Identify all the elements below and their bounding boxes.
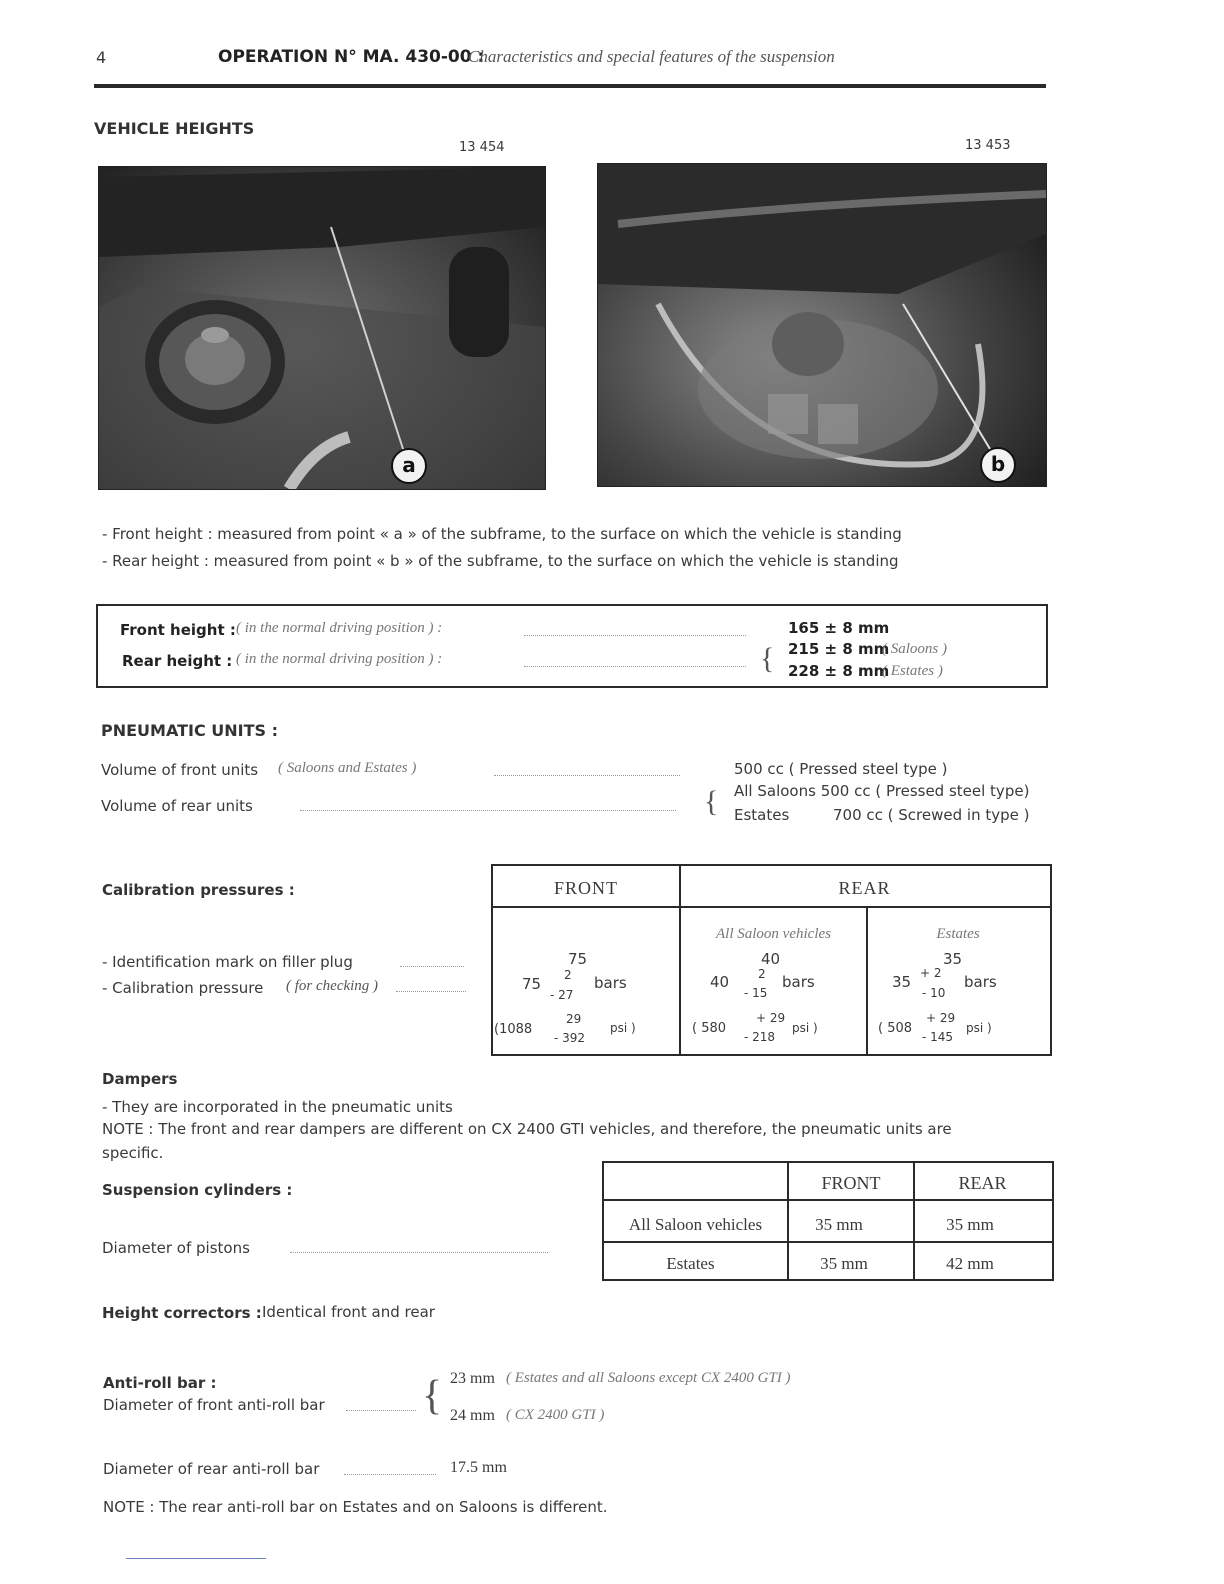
rear-height-condition: ( in the normal driving position ) : xyxy=(236,651,443,667)
cal-front-mark: 75 xyxy=(568,950,588,968)
section-title-suspension-cylinders: Suspension cylinders : xyxy=(102,1181,293,1199)
section-title-anti-roll: Anti-roll bar : xyxy=(103,1374,217,1392)
front-units-label: Volume of front units xyxy=(101,761,259,779)
section-title-calibration: Calibration pressures : xyxy=(102,881,295,899)
front-height-dots xyxy=(524,635,746,636)
rear-height-label: Rear height : xyxy=(122,652,233,670)
rear-units-label: Volume of rear units xyxy=(101,797,253,815)
rear-units-estates-label: Estates xyxy=(734,806,790,824)
front-units-dots xyxy=(494,775,680,776)
cal-saloons-psi-base: ( 580 xyxy=(692,1021,727,1036)
header-rule xyxy=(94,84,1046,88)
point-a-marker: a xyxy=(391,448,427,484)
section-title-vehicle-heights: VEHICLE HEIGHTS xyxy=(94,119,255,138)
cal-estates-plus: + 2 xyxy=(920,966,942,980)
rear-units-brace: { xyxy=(704,785,719,818)
cal-sub-saloons: All Saloon vehicles xyxy=(716,926,831,942)
cal-sub-estates: Estates xyxy=(936,926,980,942)
rear-height-description: - Rear height : measured from point « b » of the subframe, to the surface on which the vehicle is standing xyxy=(102,552,899,570)
front-anti-roll-dots xyxy=(346,1410,416,1411)
rear-units-estates-value: 700 cc ( Screwed in type ) xyxy=(833,806,1030,824)
cal-saloons-base: 40 xyxy=(710,973,730,991)
diameter-pistons-label: Diameter of pistons xyxy=(102,1239,250,1257)
cyl-row-rule-2 xyxy=(602,1241,1052,1243)
front-height-condition: ( in the normal driving position ) : xyxy=(236,620,443,636)
cal-estates-psi-unit: psi ) xyxy=(966,1021,992,1035)
cal-header-front: FRONT xyxy=(553,878,618,898)
front-anti-roll-value-1: 23 mm xyxy=(450,1370,495,1387)
rear-units-dots xyxy=(300,810,676,811)
dampers-note-line2: specific. xyxy=(102,1144,164,1162)
cal-estates-base: 35 xyxy=(892,973,912,991)
cal-front-psi-unit: psi ) xyxy=(610,1021,636,1035)
rear-anti-roll-label: Diameter of rear anti-roll bar xyxy=(103,1460,320,1478)
cal-front-psi-plus: 29 xyxy=(566,1012,582,1026)
section-title-dampers: Dampers xyxy=(102,1070,178,1088)
cal-front-minus: - 27 xyxy=(550,988,574,1002)
calibration-pressure-dots xyxy=(396,991,466,992)
cal-front-plus: 2 xyxy=(564,968,572,982)
rear-height-saloons-note: ( Saloons ) xyxy=(882,641,947,657)
cal-estates-psi-plus: + 29 xyxy=(926,1011,956,1025)
cal-estates-psi-minus: - 145 xyxy=(922,1030,954,1044)
cal-saloons-psi-minus: - 218 xyxy=(744,1030,776,1044)
photo-left-number: 13 454 xyxy=(459,140,505,155)
cal-saloons-minus: - 15 xyxy=(744,986,768,1000)
cyl-header-rear: REAR xyxy=(958,1173,1007,1193)
diameter-pistons-dots xyxy=(290,1252,548,1253)
identification-mark-label: - Identification mark on filler plug xyxy=(102,953,353,971)
front-units-value: 500 cc ( Pressed steel type ) xyxy=(734,760,948,778)
cal-saloons-psi-plus: + 29 xyxy=(756,1011,786,1025)
cal-estates-psi-base: ( 508 xyxy=(878,1021,913,1036)
dampers-note-line1: NOTE : The front and rear dampers are different on CX 2400 GTI vehicles, and therefore, the pneumatic units are xyxy=(102,1120,952,1138)
rear-height-dots xyxy=(524,666,746,667)
front-subframe-photo xyxy=(98,166,546,490)
front-height-label: Front height : xyxy=(120,621,236,639)
cyl-row-front: 35 mm xyxy=(820,1254,868,1273)
cyl-header-front: FRONT xyxy=(821,1173,881,1193)
point-b-marker: b xyxy=(980,447,1016,483)
rear-height-estates-value: 228 ± 8 mm xyxy=(788,662,890,680)
cyl-row-name: All Saloon vehicles xyxy=(628,1215,763,1234)
cal-front-unit: bars xyxy=(594,974,627,992)
cyl-row-front: 35 mm xyxy=(815,1215,863,1234)
operation-subtitle: Characteristics and special features of the suspension xyxy=(468,47,835,66)
cal-front-psi-minus: - 392 xyxy=(554,1031,586,1045)
cal-estates-minus: - 10 xyxy=(922,986,946,1000)
page-number: 4 xyxy=(96,48,107,67)
cal-saloons-plus: 2 xyxy=(758,967,766,981)
photo-right-number: 13 453 xyxy=(965,138,1011,153)
front-units-note: ( Saloons and Estates ) xyxy=(278,760,417,776)
front-height-description: - Front height : measured from point « a » of the subframe, to the surface on which the vehicle is standing xyxy=(102,525,902,543)
anti-roll-note: NOTE : The rear anti-roll bar on Estates and on Saloons is different. xyxy=(103,1498,608,1516)
cal-header-rear: REAR xyxy=(838,878,891,898)
front-anti-roll-value-2: 24 mm xyxy=(450,1407,495,1424)
cal-header-rule xyxy=(491,906,1050,908)
cyl-row-rear: 42 mm xyxy=(946,1254,994,1273)
rear-height-saloons-value: 215 ± 8 mm xyxy=(788,640,890,658)
rear-anti-roll-value: 17.5 mm xyxy=(450,1459,507,1476)
front-anti-roll-note-2: ( CX 2400 GTI ) xyxy=(506,1407,605,1423)
cal-estates-unit: bars xyxy=(964,973,997,991)
cal-saloons-mark: 40 xyxy=(761,950,781,968)
operation-title: OPERATION N° MA. 430-00 : xyxy=(218,47,485,67)
height-correctors-text: Identical front and rear xyxy=(262,1303,435,1321)
cyl-row-rear: 35 mm xyxy=(946,1215,994,1234)
cal-estates-mark: 35 xyxy=(943,950,963,968)
rear-units-saloons-value: All Saloons 500 cc ( Pressed steel type) xyxy=(734,782,1030,800)
section-title-pneumatic-units: PNEUMATIC UNITS : xyxy=(101,721,279,740)
front-anti-roll-label: Diameter of front anti-roll bar xyxy=(103,1396,325,1414)
footer-rule xyxy=(126,1558,266,1559)
calibration-pressure-label: - Calibration pressure xyxy=(102,979,264,997)
cal-saloons-unit: bars xyxy=(782,973,815,991)
cal-front-psi-base: (1088 xyxy=(494,1022,533,1037)
rear-subframe-photo xyxy=(597,163,1047,487)
dampers-line: - They are incorporated in the pneumatic units xyxy=(102,1098,453,1116)
front-anti-roll-brace: { xyxy=(422,1373,443,1419)
front-height-value: 165 ± 8 mm xyxy=(788,619,890,637)
identification-mark-dots xyxy=(400,966,464,967)
section-title-height-correctors: Height correctors : xyxy=(102,1304,262,1322)
cyl-row-rule-1 xyxy=(602,1199,1052,1201)
calibration-pressure-note: ( for checking ) xyxy=(286,978,379,994)
cal-front-base: 75 xyxy=(522,975,542,993)
rear-height-estates-note: ( Estates ) xyxy=(882,663,943,679)
cal-saloons-psi-unit: psi ) xyxy=(792,1021,818,1035)
rear-height-brace: { xyxy=(760,642,775,675)
cyl-row-name: Estates xyxy=(666,1254,715,1273)
rear-anti-roll-dots xyxy=(344,1474,436,1475)
front-anti-roll-note-1: ( Estates and all Saloons except CX 2400 GTI ) xyxy=(506,1370,791,1386)
